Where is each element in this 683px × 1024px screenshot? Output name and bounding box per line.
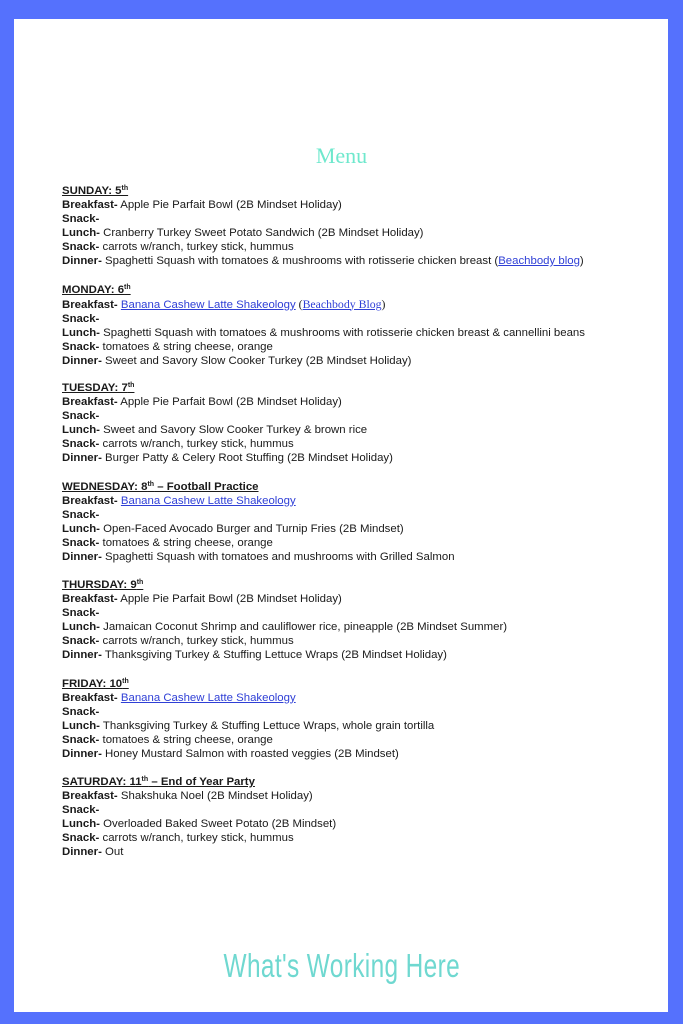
day-friday — [62, 677, 662, 776]
meal-text: Spaghetti Squash with tomatoes and mushrooms with Grilled Salmon — [101, 550, 455, 563]
meal-dinner — [62, 648, 662, 662]
meal-dinner — [62, 747, 662, 761]
meal-text: Apple Pie Parfait Bowl (2B Mindset Holiday) — [117, 396, 342, 408]
meal-breakfast — [62, 494, 662, 508]
meal-label: Snack- — [62, 213, 100, 225]
day-ordinal: th — [141, 776, 149, 783]
meal-snack — [62, 212, 662, 226]
meal-snack — [62, 733, 662, 747]
day-sunday — [62, 184, 662, 283]
meal-label: Snack- — [62, 705, 100, 718]
day-note: – End of Year Party — [148, 776, 255, 788]
meal-snack — [62, 312, 662, 326]
meal-label: Lunch- — [62, 719, 100, 732]
meal-text: tomatoes & string cheese, orange — [99, 733, 273, 746]
meal-label: Dinner- — [62, 354, 102, 367]
day-header — [62, 381, 662, 395]
meal-dinner — [62, 354, 662, 368]
meal-snack — [62, 340, 662, 354]
link-note-close: ) — [381, 296, 386, 311]
meal-breakfast — [62, 592, 662, 606]
meal-text: Cranberry Turkey Sweet Potato Sandwich (2B Mindset Holiday) — [99, 227, 424, 239]
beachbody-blog-link[interactable]: Beachbody Blog — [302, 296, 382, 311]
day-name: FRIDAY: 10 — [62, 677, 123, 690]
meal-label: Lunch- — [62, 522, 100, 535]
meal-label: Snack- — [62, 733, 100, 746]
meal-lunch — [62, 326, 662, 340]
meal-snack — [62, 831, 662, 845]
shakeology-link[interactable]: Banana Cashew Latte Shakeology — [120, 494, 296, 507]
day-name: WEDNESDAY: 8 — [62, 480, 148, 493]
meal-text: carrots w/ranch, turkey stick, hummus — [99, 832, 294, 844]
meal-text: Apple Pie Parfait Bowl (2B Mindset Holiday) — [117, 199, 342, 211]
meal-label: Dinner- — [62, 255, 102, 267]
meal-lunch — [62, 226, 662, 240]
meal-dinner — [62, 550, 662, 564]
meal-label: Snack- — [62, 536, 100, 549]
day-header — [62, 578, 662, 592]
day-ordinal: th — [127, 382, 135, 389]
meal-label: Lunch- — [62, 326, 100, 339]
meal-snack — [62, 606, 662, 620]
meal-text: Thanksgiving Turkey & Stuffing Lettuce Wraps (2B Mindset Holiday) — [101, 649, 447, 661]
meal-label: Snack- — [62, 410, 100, 422]
day-name: MONDAY: 6 — [62, 283, 125, 296]
meal-text: Spaghetti Squash with tomatoes & mushrooms with rotisserie chicken breast & cannellini beans — [99, 326, 585, 339]
meal-lunch — [62, 817, 662, 831]
meal-label: Snack- — [62, 635, 100, 647]
meal-snack — [62, 508, 662, 522]
shakeology-link[interactable]: Banana Cashew Latte Shakeology — [120, 298, 296, 311]
meal-snack — [62, 409, 662, 423]
meal-label: Lunch- — [62, 818, 100, 830]
meal-label: Dinner- — [62, 846, 102, 858]
meal-label: Dinner- — [62, 747, 102, 760]
day-ordinal: th — [124, 283, 131, 291]
meal-lunch — [62, 423, 662, 437]
meal-snack — [62, 705, 662, 719]
footer-brand — [0, 946, 683, 986]
meal-label: Snack- — [62, 832, 100, 844]
meal-text: Honey Mustard Salmon with roasted veggies (2B Mindset) — [101, 747, 399, 760]
meal-label: Breakfast- — [62, 790, 118, 802]
meal-label: Breakfast- — [62, 494, 118, 507]
meal-label: Breakfast- — [62, 199, 118, 211]
weekly-menu — [62, 184, 662, 874]
meal-lunch — [62, 522, 662, 536]
day-name: SUNDAY: 5 — [62, 185, 122, 197]
meal-label: Breakfast- — [62, 298, 118, 311]
meal-label: Breakfast- — [62, 593, 118, 605]
meal-dinner — [62, 451, 662, 465]
day-header — [62, 775, 662, 789]
meal-label: Dinner- — [62, 649, 102, 661]
meal-dinner — [62, 845, 662, 859]
meal-snack — [62, 240, 662, 254]
footer-brand-text: What's Working Here — [223, 947, 460, 984]
day-header — [62, 480, 662, 494]
meal-snack — [62, 803, 662, 817]
meal-text: Sweet and Savory Slow Cooker Turkey (2B Mindset Holiday) — [101, 354, 412, 367]
meal-label: Snack- — [62, 607, 100, 619]
meal-lunch — [62, 719, 662, 733]
page-title: Menu — [315, 143, 368, 168]
meal-text: carrots w/ranch, turkey stick, hummus — [99, 438, 294, 450]
meal-text: Apple Pie Parfait Bowl (2B Mindset Holiday) — [117, 593, 342, 605]
meal-dinner — [62, 254, 662, 268]
meal-label: Snack- — [62, 340, 100, 353]
meal-breakfast — [62, 789, 662, 803]
meal-text: Open-Faced Avocado Burger and Turnip Fries (2B Mindset) — [99, 522, 404, 535]
meal-text: Sweet and Savory Slow Cooker Turkey & brown rice — [99, 424, 368, 436]
meal-text: tomatoes & string cheese, orange — [99, 536, 273, 549]
meal-breakfast — [62, 198, 662, 212]
meal-label: Dinner- — [62, 550, 102, 563]
meal-text: Shakshuka Noel (2B Mindset Holiday) — [117, 790, 313, 802]
day-ordinal: th — [147, 480, 155, 488]
link-note-open: ( — [295, 296, 303, 311]
meal-label: Breakfast- — [62, 396, 118, 408]
meal-snack — [62, 634, 662, 648]
meal-breakfast — [62, 297, 662, 312]
day-saturday — [62, 775, 662, 874]
meal-breakfast — [62, 395, 662, 409]
meal-text: Spaghetti Squash with tomatoes & mushrooms with rotisserie chicken breast ( — [101, 255, 499, 267]
meal-text: carrots w/ranch, turkey stick, hummus — [99, 241, 294, 253]
meal-label: Lunch- — [62, 227, 100, 239]
meal-breakfast — [62, 691, 662, 705]
day-ordinal: th — [122, 677, 129, 685]
meal-text: Jamaican Coconut Shrimp and cauliflower rice, pineapple (2B Mindset Summer) — [99, 621, 508, 633]
meal-text: Burger Patty & Celery Root Stuffing (2B Mindset Holiday) — [101, 452, 393, 464]
beachbody-blog-link[interactable]: Beachbody blog — [498, 255, 580, 267]
meal-label: Lunch- — [62, 621, 100, 633]
day-header — [62, 184, 662, 198]
day-note: – Football Practice — [154, 480, 259, 493]
meal-suffix: ) — [579, 255, 584, 267]
day-name: SATURDAY: 11 — [62, 776, 142, 788]
day-wednesday — [62, 480, 662, 579]
day-header — [62, 283, 662, 297]
meal-label: Lunch- — [62, 424, 100, 436]
meal-snack — [62, 536, 662, 550]
day-tuesday — [62, 381, 662, 480]
meal-label: Dinner- — [62, 452, 102, 464]
day-name: TUESDAY: 7 — [62, 382, 128, 394]
meal-label: Snack- — [62, 241, 100, 253]
day-name: THURSDAY: 9 — [62, 579, 137, 591]
meal-label: Snack- — [62, 508, 100, 521]
meal-text: Overloaded Baked Sweet Potato (2B Mindset) — [99, 818, 337, 830]
day-ordinal: th — [136, 579, 144, 586]
day-thursday — [62, 578, 662, 677]
day-ordinal: th — [121, 185, 129, 192]
meal-label: Snack- — [62, 312, 100, 325]
day-monday — [62, 283, 662, 382]
meal-text: Thanksgiving Turkey & Stuffing Lettuce Wraps, whole grain tortilla — [99, 719, 435, 732]
meal-label: Breakfast- — [62, 691, 118, 704]
meal-lunch — [62, 620, 662, 634]
meal-snack — [62, 437, 662, 451]
shakeology-link[interactable]: Banana Cashew Latte Shakeology — [120, 691, 296, 704]
day-header — [62, 677, 662, 691]
meal-label: Snack- — [62, 438, 100, 450]
meal-text: tomatoes & string cheese, orange — [99, 340, 273, 353]
meal-label: Snack- — [62, 804, 100, 816]
meal-text: carrots w/ranch, turkey stick, hummus — [99, 635, 294, 647]
meal-text: Out — [101, 846, 124, 858]
